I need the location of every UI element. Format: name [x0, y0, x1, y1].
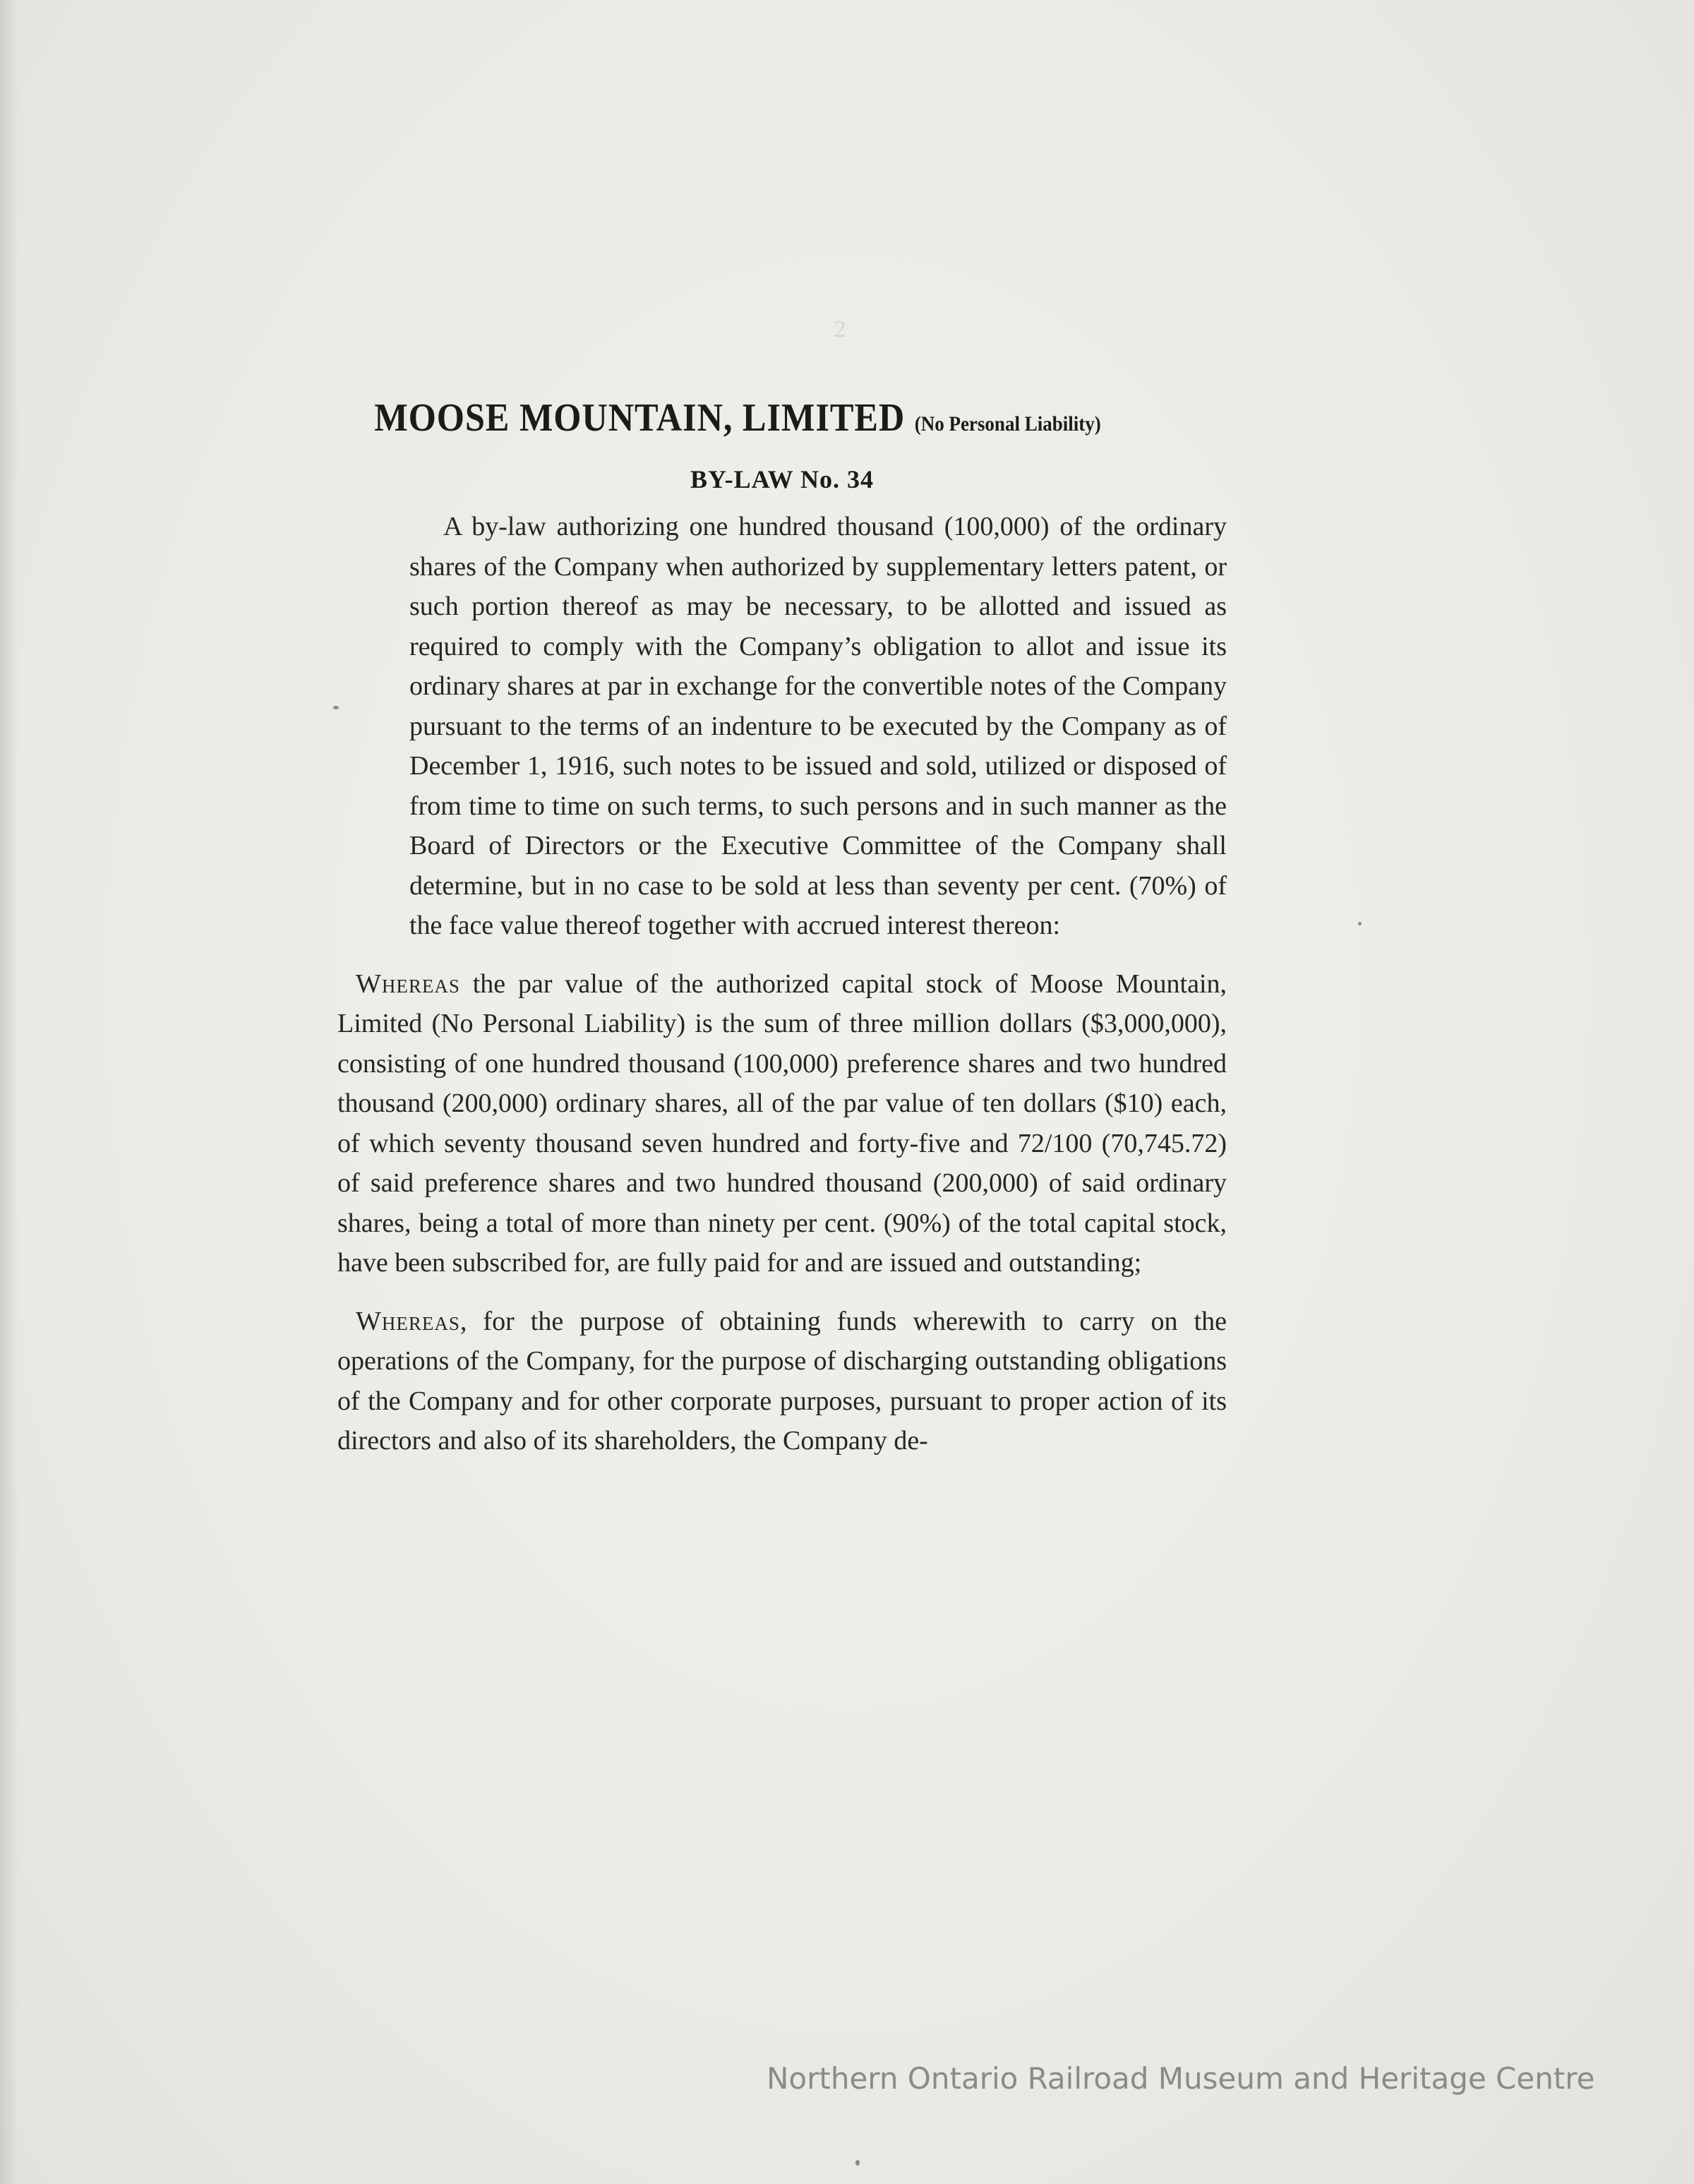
title-suffix: (No Personal Liability)	[914, 412, 1101, 436]
paper-speck	[855, 2160, 860, 2166]
whereas-lead-1: Whereas	[356, 968, 460, 999]
whereas-paragraph-2	[337, 1302, 1227, 1461]
paper-speck	[1358, 922, 1362, 925]
document-title	[337, 395, 1138, 440]
page-edge-shadow	[0, 0, 18, 2184]
preamble-paragraph: A by-law authorizing one hundred thousand (100,000) of the ordinary shares of the Company when authorized by supplementary letters patent, or such portion thereof as may be necessary, to be allotted and issued as required to comply with the Company’s obligation to allot and issue its ordinary shares at par in exchange for the convertible notes of the Company pursuant to the terms of an indenture to be executed by the Company as of December 1, 1916, such notes to be issued and sold, utilized or disposed of from time to time on such terms, to such persons and in such manner as the Board of Directors or the Executive Committee of the Company shall determine, but in no case to be sold at less than seventy per cent. (70%) of the face value thereof together with accrued interest thereon:	[409, 512, 1227, 940]
whereas-lead-2: Whereas	[356, 1306, 460, 1336]
ghost-page-number: 2	[834, 316, 846, 342]
whereas-paragraph-1	[337, 964, 1227, 1283]
bylaw-heading: BY-LAW No. 34	[690, 465, 875, 493]
whereas-text-1: the par value of the authorized capital stock of Moose Mountain, Limited (No Personal Liability) is the sum of three million dollars ($3,000,000), consisting of one hundred thousand (100,000) preference shares and two hundred thousand (200,000) ordinary shares, all of the par value of ten dollars ($10) each, of which seventy thousand seven hundred and forty-five and 72/100 (70,745.72) of said preference shares and two hundred thousand (200,000) of said ordinary shares, being a total of more than ninety per cent. (90%) of the total capital stock, have been subscribed for, are fully paid for and are issued and outstanding;	[337, 968, 1227, 1278]
whereas-text-2: , for the purpose of obtaining funds wherewith to carry on the operations of the Company, for the purpose of discharging outstanding obligations of the Company and for other corporate purposes, pursuant to proper action of its directors and also of its shareholders, the Company de-	[337, 1306, 1227, 1456]
paper-speck	[333, 706, 339, 709]
museum-watermark: Northern Ontario Railroad Museum and Heritage Centre	[767, 2061, 1595, 2096]
company-name: MOOSE MOUNTAIN, LIMITED	[374, 396, 906, 440]
document-body	[337, 395, 1227, 1461]
